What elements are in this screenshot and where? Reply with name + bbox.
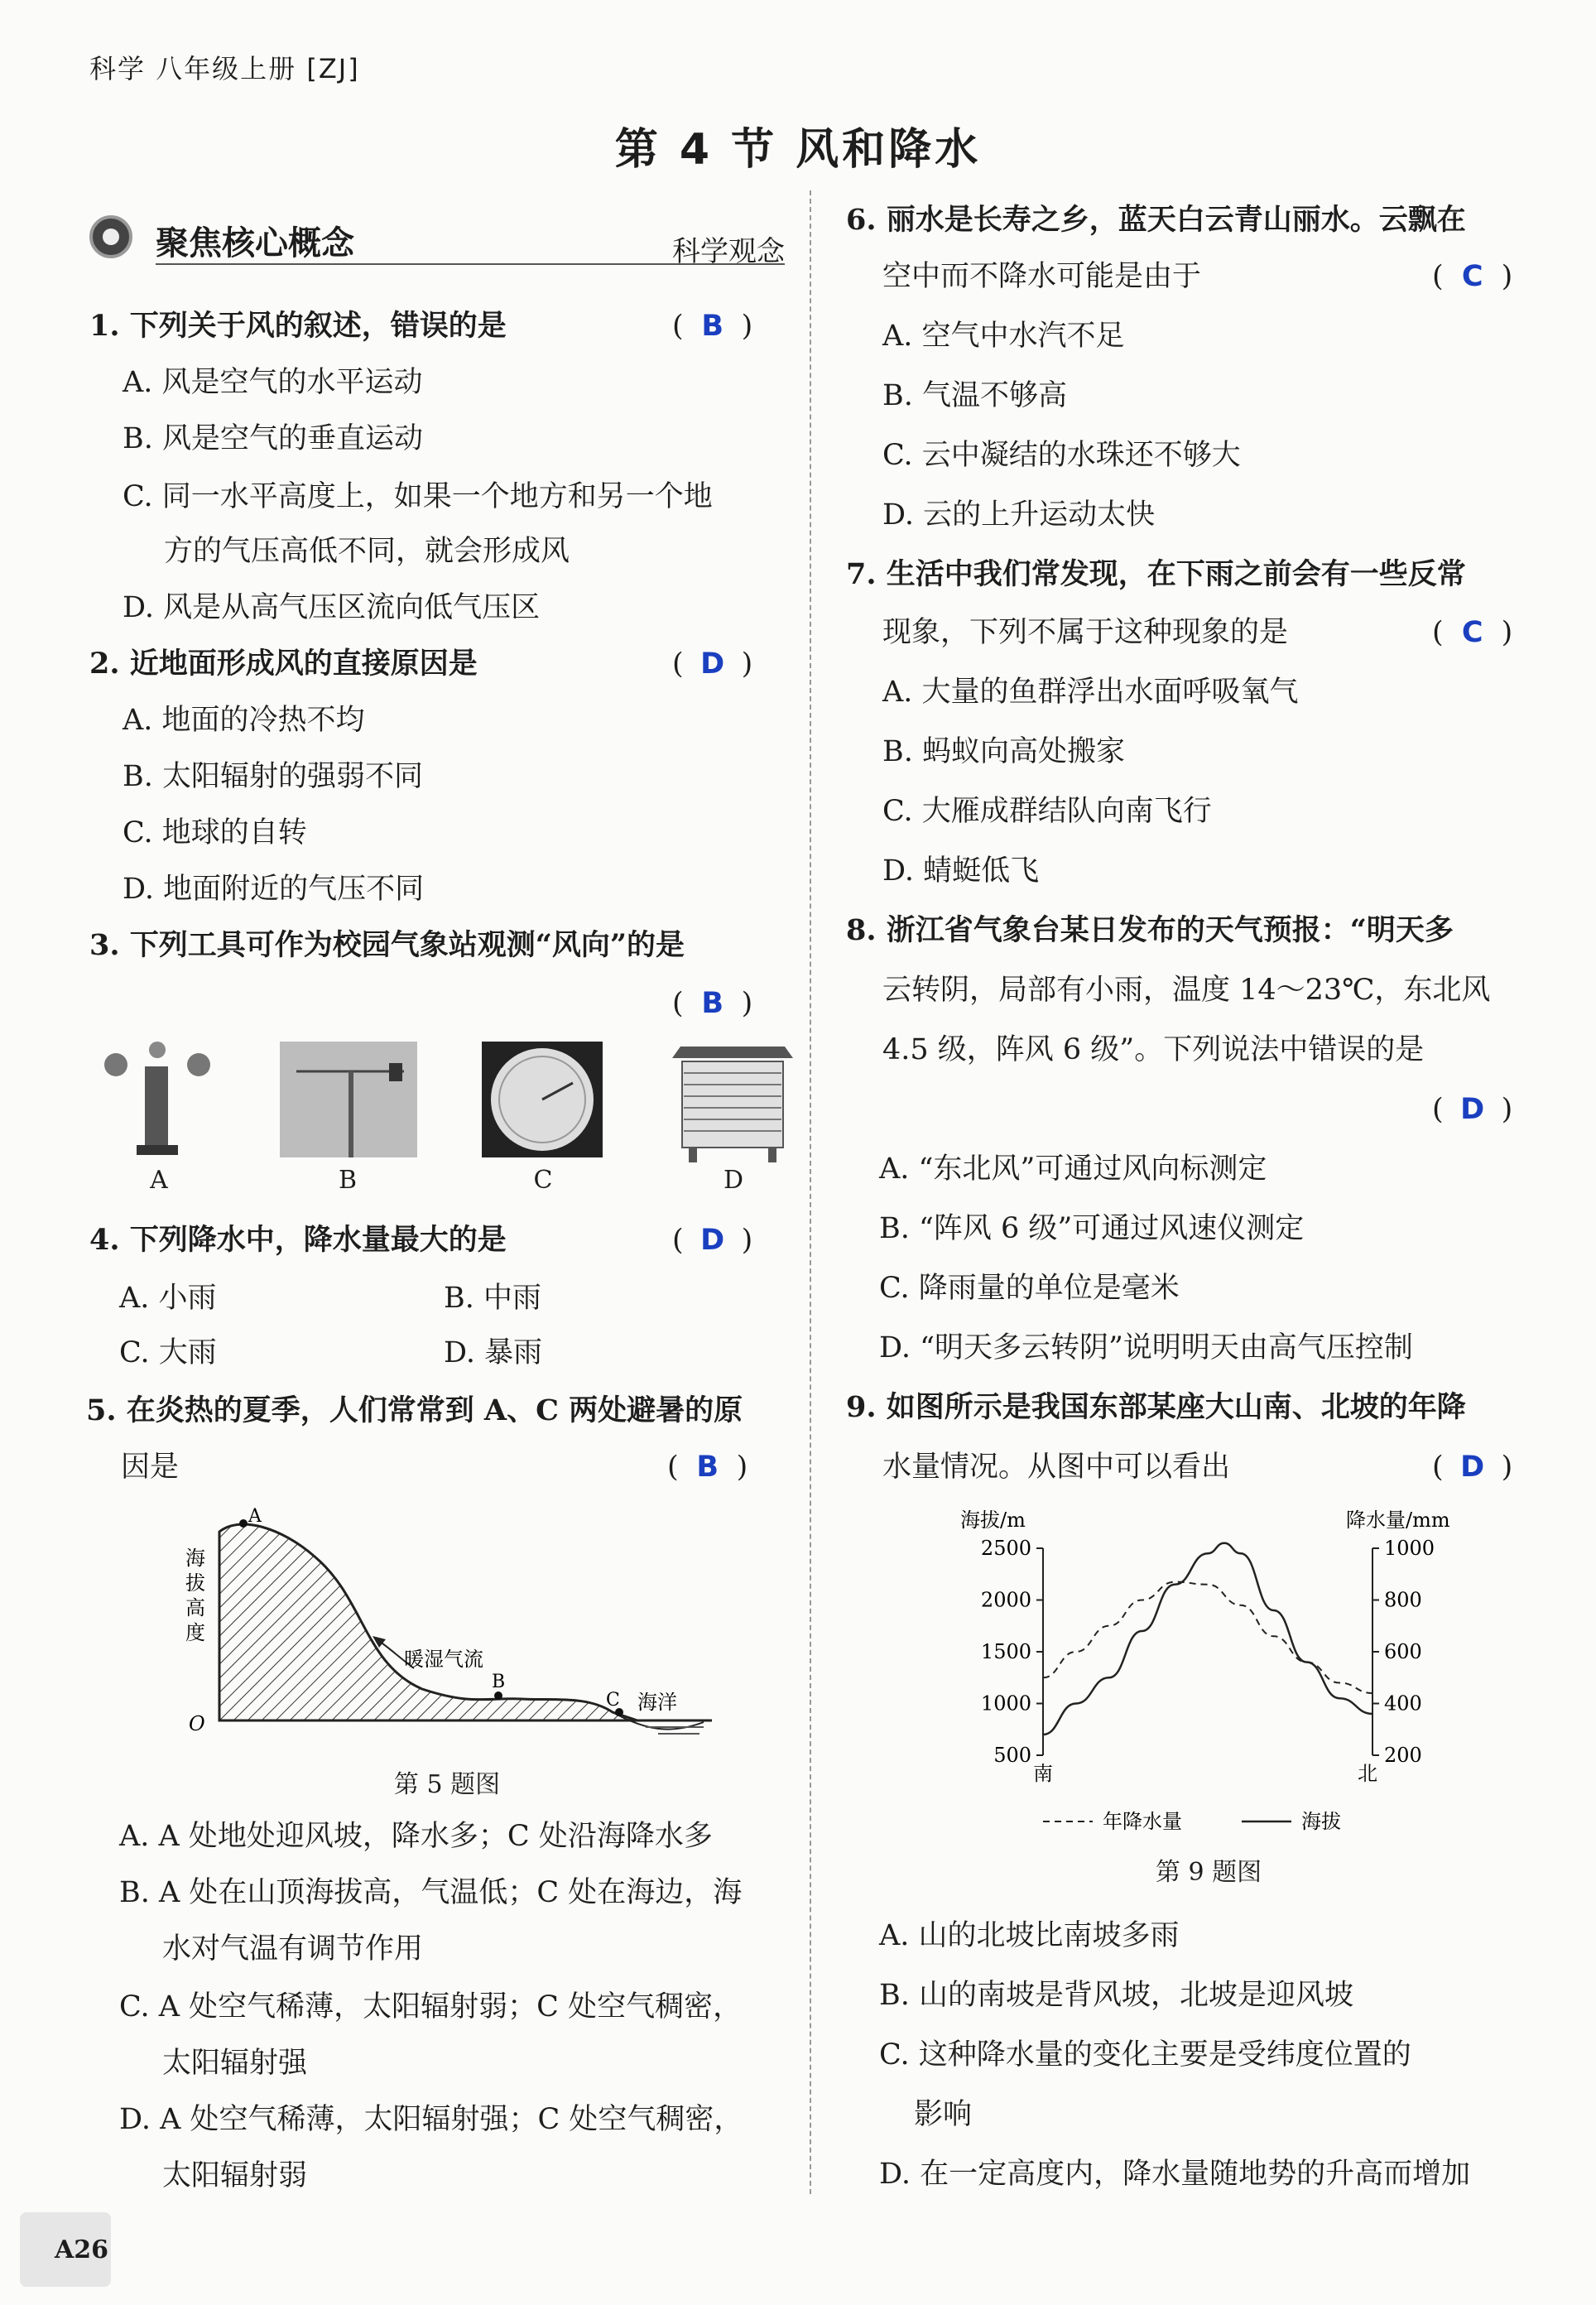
q5-option: C. A 处空气稀薄，太阳辐射弱；C 处空气稠密， [119, 1990, 743, 2023]
tick-label-left: 1000 [980, 1691, 1031, 1716]
q1-option: C. 同一水平高度上，如果一个地方和另一个地 [123, 480, 713, 513]
tick-label-right: 800 [1384, 1588, 1422, 1612]
q7-option: B. 蚂蚁向高处搬家 [882, 735, 1125, 768]
series-precipitation-line [1043, 1582, 1372, 1693]
tick-label-left: 1500 [980, 1640, 1031, 1663]
q9-option: B. 山的南坡是背风坡，北坡是迎风坡 [879, 1979, 1353, 2012]
q3-label-d: D [723, 1166, 744, 1195]
q1-stem: 1. 下列关于风的叙述，错误的是 [89, 309, 507, 343]
page-header: 科学 八年级上册 [ZJ] [89, 53, 360, 84]
q2-option: B. 太阳辐射的强弱不同 [123, 760, 423, 793]
fig5-ylabel: 高 [185, 1596, 205, 1619]
fig5-flow-label: 暖湿气流 [404, 1648, 483, 1671]
section-rule [156, 263, 785, 265]
chart-x-label-north: 北 [1358, 1762, 1377, 1785]
concept-label: 科学观念 [672, 235, 785, 268]
q4-option: B. 中雨 [444, 1282, 541, 1315]
fig5-label-b: B [492, 1672, 506, 1692]
q8-answer: ( D ) [1432, 1093, 1513, 1126]
q2-answer: ( D ) [672, 647, 753, 681]
tick-label-left: 2500 [980, 1537, 1031, 1560]
fig5-ylabel: 度 [185, 1621, 205, 1644]
q9-stem-cont: 水量情况。从图中可以看出 [882, 1451, 1231, 1484]
tick-label-right: 600 [1384, 1640, 1422, 1663]
q9-option: D. 在一定高度内，降水量随地势的升高而增加 [879, 2158, 1471, 2191]
q6-stem: 6. 丽水是长寿之乡，蓝天白云青山丽水。云飘在 [846, 203, 1466, 237]
tick-label-left: 500 [993, 1744, 1031, 1767]
fig5-label-c: C [606, 1690, 620, 1711]
q9-option: A. 山的北坡比南坡多雨 [879, 1919, 1180, 1952]
series-elevation-line [1043, 1543, 1372, 1735]
q8-option: A. “东北风”可通过风向标测定 [879, 1152, 1267, 1186]
q4-option: D. 暴雨 [444, 1336, 543, 1369]
fig5-label-a: A [248, 1506, 262, 1527]
anemometer-image [99, 1042, 215, 1157]
q9-answer: ( D ) [1432, 1451, 1513, 1484]
q5-stem-cont: 因是 [121, 1451, 180, 1484]
legend-elevation: 海拔 [1301, 1810, 1341, 1833]
louvered-box-image [672, 1047, 793, 1162]
q1-option-cont: 方的气压高低不同，就会形成风 [164, 535, 570, 568]
q5-option-cont: 水对气温有调节作用 [162, 1932, 424, 1966]
concept-section-header [89, 212, 785, 268]
q7-answer: ( C ) [1432, 616, 1513, 649]
q3-label-c: C [533, 1166, 553, 1195]
q4-option: C. 大雨 [119, 1336, 217, 1369]
concept-title: 聚焦核心概念 [156, 224, 354, 262]
q2-option: C. 地球的自转 [123, 816, 307, 849]
q6-option: D. 云的上升运动太快 [882, 498, 1156, 532]
q8-option: D. “明天多云转阴”说明明天由高气压控制 [879, 1331, 1413, 1364]
tick-label-right: 200 [1384, 1744, 1422, 1767]
q2-option: A. 地面的冷热不均 [123, 704, 365, 737]
q9-stem: 9. 如图所示是我国东部某座大山南、北坡的年降 [846, 1390, 1466, 1424]
page-number: A26 [55, 2235, 109, 2264]
q6-answer: ( C ) [1432, 260, 1513, 293]
q5-option: B. A 处在山顶海拔高，气温低；C 处在海边，海 [119, 1876, 743, 1909]
fig5-sea-label: 海洋 [637, 1691, 677, 1714]
q8-stem: 8. 浙江省气象台某日发布的天气预报：“明天多 [846, 913, 1454, 947]
q3-label-b: B [338, 1166, 358, 1195]
gauge-image [482, 1042, 603, 1157]
q9-option: C. 这种降水量的变化主要是受纬度位置的 [879, 2038, 1411, 2072]
q6-option: B. 气温不够高 [882, 379, 1067, 412]
q3-stem: 3. 下列工具可作为校园气象站观测“风向”的是 [89, 928, 685, 962]
q4-option: A. 小雨 [119, 1282, 217, 1315]
q7-stem-cont: 现象，下列不属于这种现象的是 [882, 616, 1289, 649]
q7-stem: 7. 生活中我们常发现，在下雨之前会有一些反常 [846, 557, 1466, 591]
q7-option: C. 大雁成群结队向南飞行 [882, 795, 1212, 828]
chart-x-label-south: 南 [1033, 1762, 1053, 1785]
q6-stem-cont: 空中而不降水可能是由于 [882, 260, 1202, 293]
target-icon [89, 215, 132, 258]
tick-label-left: 2000 [980, 1588, 1031, 1612]
legend-precipitation: 年降水量 [1103, 1810, 1182, 1833]
q8-option: B. “阵风 6 级”可通过风速仪测定 [879, 1212, 1305, 1245]
q8-stem-cont: 云转阴，局部有小雨，温度 14～23℃，东北风 [882, 974, 1491, 1007]
q6-option: A. 空气中水汽不足 [882, 320, 1125, 353]
q1-option: B. 风是空气的垂直运动 [123, 422, 423, 455]
q9-caption: 第 9 题图 [1155, 1858, 1262, 1887]
fig5-ylabel: 拔 [185, 1571, 205, 1595]
q7-option: D. 蜻蜓低飞 [882, 854, 1040, 888]
fig5-ylabel: 海 [185, 1547, 205, 1570]
q4-answer: ( D ) [672, 1224, 753, 1257]
q5-option-cont: 太阳辐射强 [162, 2047, 308, 2080]
tick-label-right: 1000 [1384, 1537, 1435, 1560]
q6-option: C. 云中凝结的水珠还不够大 [882, 439, 1241, 472]
q5-answer: ( B ) [667, 1451, 748, 1484]
q5-option: D. A 处空气稀薄，太阳辐射强；C 处空气稠密， [119, 2103, 743, 2136]
q7-option: A. 大量的鱼群浮出水面呼吸氧气 [882, 676, 1299, 709]
q8-option: C. 降雨量的单位是毫米 [879, 1272, 1180, 1305]
q5-caption: 第 5 题图 [393, 1770, 501, 1799]
q3-answer: ( B ) [672, 987, 753, 1020]
q1-option: D. 风是从高气压区流向低气压区 [123, 591, 541, 624]
q3-label-a: A [150, 1166, 168, 1195]
q5-option-cont: 太阳辐射弱 [162, 2159, 308, 2192]
q9-option-cont: 影响 [914, 2098, 973, 2131]
q5-stem: 5. 在炎热的夏季，人们常常到 A、C 两处避暑的原 [86, 1393, 743, 1427]
q8-stem-cont: 4.5 级，阵风 6 级”。下列说法中错误的是 [882, 1033, 1425, 1066]
column-divider [810, 190, 811, 2194]
fig5-origin: O [189, 1712, 205, 1735]
chart-ylabel-left: 海拔/m [960, 1509, 1026, 1532]
section-title: 第 4 节 风和降水 [614, 125, 982, 175]
mountain-profile-figure [174, 1499, 720, 1747]
chart-ylabel-right: 降水量/mm [1346, 1509, 1450, 1532]
q1-option: A. 风是空气的水平运动 [123, 366, 423, 399]
q4-stem: 4. 下列降水中，降水量最大的是 [89, 1223, 507, 1257]
q2-option: D. 地面附近的气压不同 [123, 873, 425, 906]
tick-label-right: 400 [1384, 1691, 1422, 1716]
q1-answer: ( B ) [672, 310, 753, 343]
q2-stem: 2. 近地面形成风的直接原因是 [89, 647, 478, 681]
wind-vane-image [280, 1042, 417, 1157]
q9-chart [944, 1499, 1473, 1838]
q5-option: A. A 处地处迎风坡，降水多；C 处沿海降水多 [119, 1820, 713, 1853]
